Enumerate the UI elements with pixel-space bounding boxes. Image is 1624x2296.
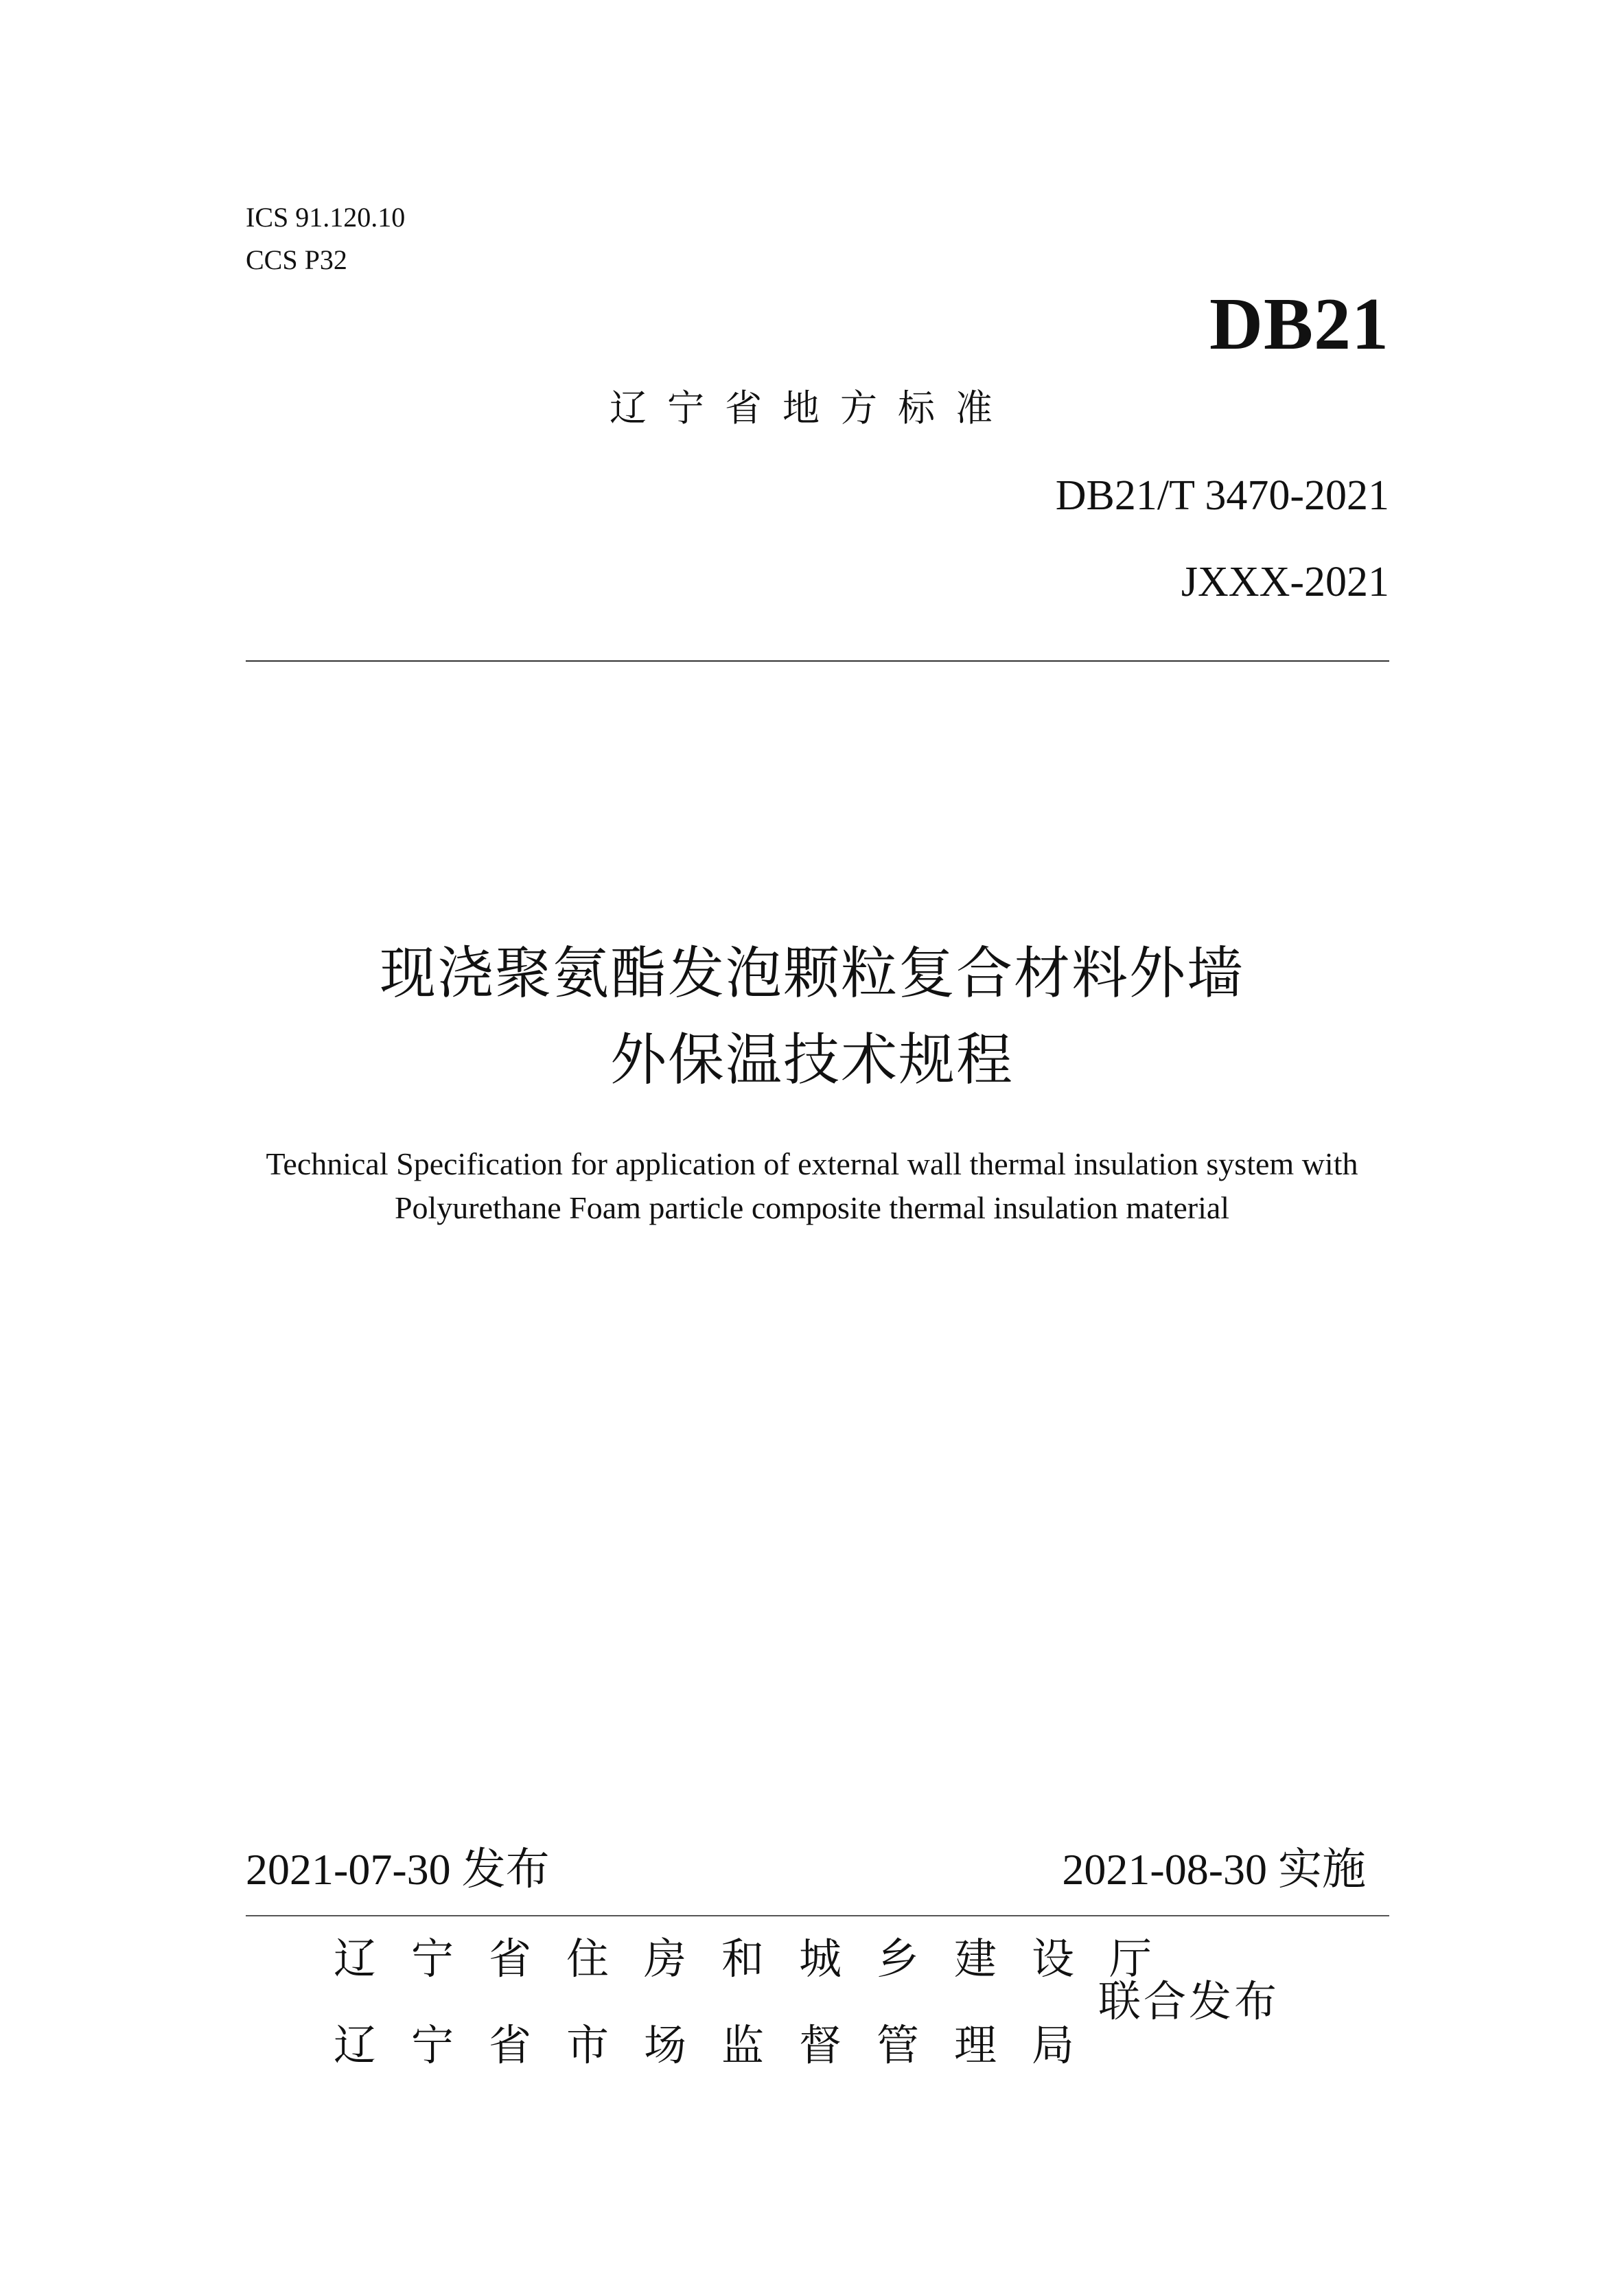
issuer-housing-department: 辽宁省住房和城乡建设厅 [334,1934,1187,1984]
document-title [0,931,1624,1104]
title-zh-line-1: 现浇聚氨酯发泡颗粒复合材料外墙 [379,941,1244,1006]
title-en-line-2: Polyurethane Foam particle composite thermal insulation material [394,1190,1230,1225]
record-number: JXXX-2021 [1181,559,1389,605]
db-mark: DB21 [1209,283,1389,365]
issuer-market-regulation-bureau: 辽宁省市场监督管理局 [334,2020,1110,2070]
english-title [0,1142,1624,1230]
effective-date: 2021-08-30 实施 [1062,1845,1366,1894]
ccs-code: CCS P32 [246,244,347,275]
standard-number: DB21/T 3470-2021 [1055,472,1389,519]
ics-code: ICS 91.120.10 [246,202,406,233]
header-divider [246,660,1389,662]
standard-category: 辽宁省地方标准 [610,386,1013,430]
title-en-line-1: Technical Specification for application of external wall thermal insulation system with [266,1146,1358,1181]
title-zh-line-2: 外保温技术规程 [610,1028,1014,1093]
joint-publication-label: 联合发布 [1098,1976,1280,2026]
publish-date: 2021-07-30 发布 [246,1845,550,1894]
footer-divider [246,1915,1389,1916]
